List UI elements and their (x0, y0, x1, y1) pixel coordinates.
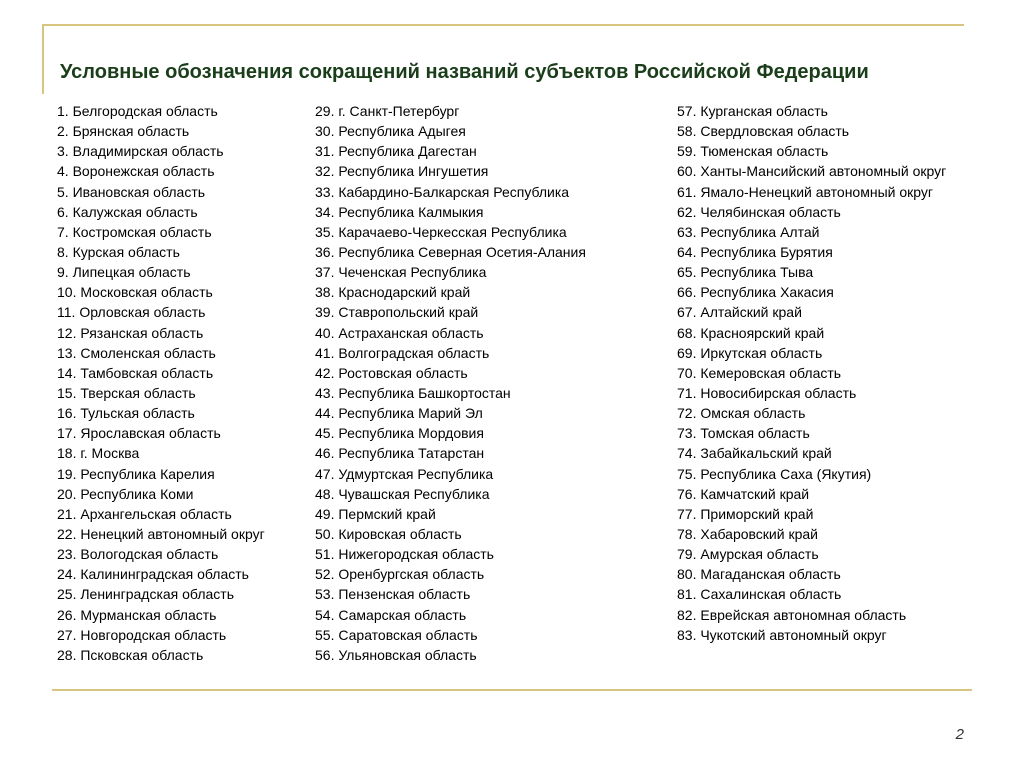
region-list-item: 68. Красноярский край (677, 324, 825, 341)
bottom-rule (52, 689, 972, 691)
region-list-item: 25. Ленинградская область (57, 586, 234, 603)
region-list-item: 4. Воронежская область (57, 163, 215, 180)
region-list-item: 77. Приморский край (677, 505, 814, 522)
top-rule (42, 24, 964, 26)
region-list-item: 35. Карачаево-Черкесская Республика (315, 223, 567, 240)
region-list-item: 62. Челябинская область (677, 203, 841, 220)
region-list-item: 18. г. Москва (57, 445, 140, 462)
region-list-item: 59. Тюменская область (677, 143, 829, 160)
region-list-item: 79. Амурская область (677, 546, 819, 563)
region-list-item: 63. Республика Алтай (677, 223, 820, 240)
page-number: 2 (955, 726, 964, 743)
region-list-item: 45. Республика Мордовия (315, 425, 484, 442)
region-list-item: 6. Калужская область (57, 203, 198, 220)
region-list-item: 58. Свердловская область (677, 123, 850, 140)
region-list-item: 9. Липецкая область (57, 264, 191, 281)
region-list-item: 80. Магаданская область (677, 566, 841, 583)
slide-title: Условные обозначения сокращений названий субъектов Российской Федерации (60, 61, 869, 83)
left-accent-rule (42, 24, 44, 94)
region-list-item: 12. Рязанская область (57, 324, 204, 341)
region-list-item: 51. Нижегородская область (315, 546, 494, 563)
region-list-item: 7. Костромская область (57, 223, 212, 240)
region-list-item: 61. Ямало-Ненецкий автономный округ (677, 183, 933, 200)
region-list-item: 26. Мурманская область (57, 606, 217, 623)
region-list-item: 2. Брянская область (57, 123, 190, 140)
region-list-item: 21. Архангельская область (57, 505, 232, 522)
region-list-item: 49. Пермский край (315, 505, 436, 522)
region-list-item: 72. Омская область (677, 405, 806, 422)
region-list-item: 22. Ненецкий автономный округ (57, 525, 265, 542)
region-list-item: 67. Алтайский край (677, 304, 802, 321)
region-list-item: 10. Московская область (57, 284, 213, 301)
region-list-item: 19. Республика Карелия (57, 465, 215, 482)
region-list-item: 16. Тульская область (57, 405, 195, 422)
region-list-item: 28. Псковская область (57, 646, 204, 663)
region-list-item: 30. Республика Адыгея (315, 123, 466, 140)
region-list-item: 14. Тамбовская область (57, 364, 214, 381)
region-list-item: 31. Республика Дагестан (315, 143, 477, 160)
region-list-item: 54. Самарская область (315, 606, 467, 623)
region-list-item: 53. Пензенская область (315, 586, 471, 603)
region-list-item: 3. Владимирская область (57, 143, 224, 160)
region-list-item: 78. Хабаровский край (677, 525, 818, 542)
region-list-item: 39. Ставропольский край (315, 304, 479, 321)
region-list-item: 37. Чеченская Республика (315, 264, 487, 281)
region-list-item: 5. Ивановская область (57, 183, 206, 200)
region-list-item: 20. Республика Коми (57, 485, 194, 502)
region-list-item: 33. Кабардино-Балкарская Республика (315, 183, 570, 200)
region-list-item: 48. Чувашская Республика (315, 485, 490, 502)
region-list-item: 17. Ярославская область (57, 425, 221, 442)
region-list-item: 41. Волгоградская область (315, 344, 490, 361)
region-list-item: 74. Забайкальский край (677, 445, 832, 462)
region-list-item: 57. Курганская область (677, 103, 828, 119)
regions-column-3 (677, 101, 946, 645)
region-list-item: 71. Новосибирская область (677, 384, 857, 401)
region-list-item: 1. Белгородская область (57, 103, 218, 119)
region-list-item: 34. Республика Калмыкия (315, 203, 484, 220)
region-list-item: 82. Еврейская автономная область (677, 606, 907, 623)
region-list-item: 73. Томская область (677, 425, 810, 442)
region-list-item: 32. Республика Ингушетия (315, 163, 489, 180)
region-list-item: 38. Краснодарский край (315, 284, 471, 301)
region-list-item: 13. Смоленская область (57, 344, 216, 361)
region-list-item: 40. Астраханская область (315, 324, 484, 341)
region-list-item: 43. Республика Башкортостан (315, 384, 511, 401)
region-list-item: 60. Ханты-Мансийский автономный округ (677, 163, 947, 180)
region-list-item: 8. Курская область (57, 243, 180, 260)
region-list-item: 52. Оренбургская область (315, 566, 485, 583)
region-list-item: 36. Республика Северная Осетия-Алания (315, 243, 586, 260)
region-list-item: 11. Орловская область (57, 304, 206, 321)
region-list-item: 70. Кемеровская область (677, 364, 842, 381)
region-list-item: 24. Калининградская область (57, 566, 249, 583)
region-list-item: 76. Камчатский край (677, 485, 810, 502)
region-list-item: 47. Удмуртская Республика (315, 465, 494, 482)
region-list-item: 55. Саратовская область (315, 626, 478, 643)
region-list-item: 27. Новгородская область (57, 626, 227, 643)
regions-column-2 (315, 101, 586, 665)
region-list-item: 46. Республика Татарстан (315, 445, 485, 462)
region-list-item: 44. Республика Марий Эл (315, 405, 483, 422)
region-list-item: 42. Ростовская область (315, 364, 468, 381)
region-list-item: 75. Республика Саха (Якутия) (677, 465, 872, 482)
region-list-item: 66. Республика Хакасия (677, 284, 834, 301)
region-list-item: 50. Кировская область (315, 525, 462, 542)
region-list-item: 23. Вологодская область (57, 546, 219, 563)
region-list-item: 69. Иркутская область (677, 344, 823, 361)
region-list-item: 15. Тверская область (57, 384, 196, 401)
regions-column-1 (57, 101, 265, 665)
region-list-item: 64. Республика Бурятия (677, 243, 833, 260)
region-list-item: 83. Чукотский автономный округ (677, 626, 887, 643)
region-list-item: 56. Ульяновская область (315, 646, 477, 663)
region-list-item: 81. Сахалинская область (677, 586, 842, 603)
region-list-item: 65. Республика Тыва (677, 264, 814, 281)
region-list-item: 29. г. Санкт-Петербург (315, 103, 460, 119)
